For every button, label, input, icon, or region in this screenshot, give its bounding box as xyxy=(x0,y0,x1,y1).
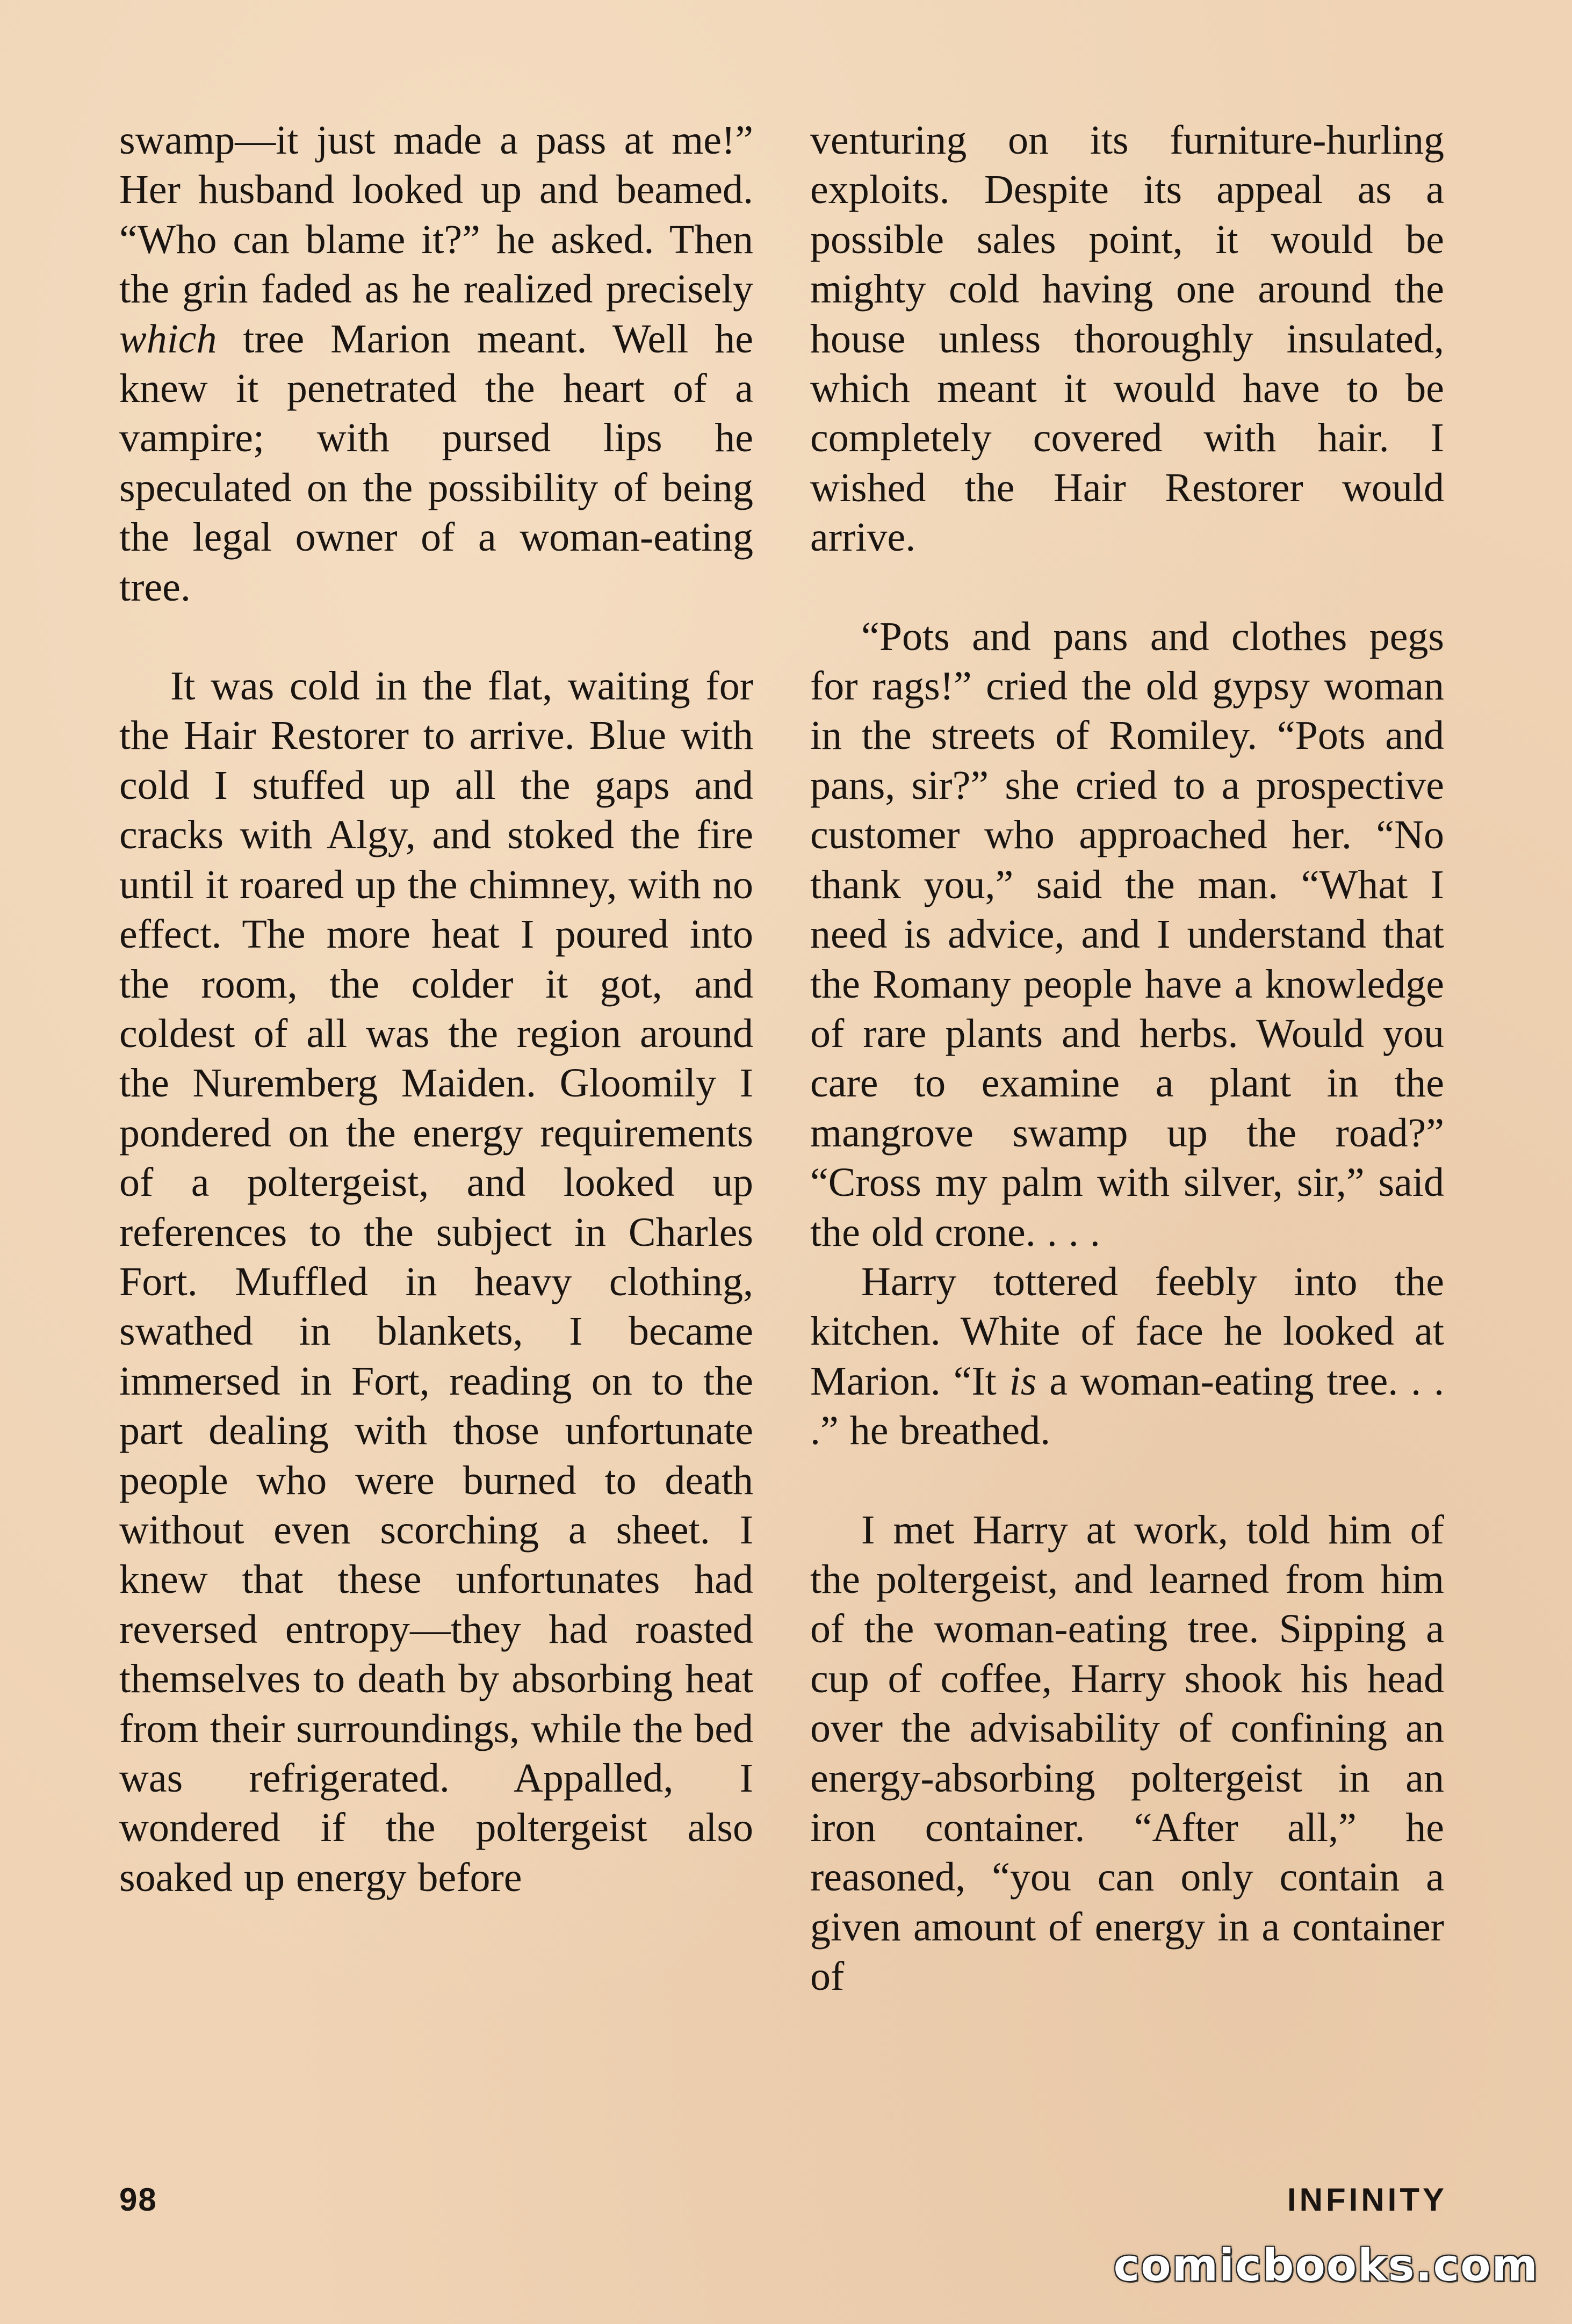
right-paragraph-3: Harry tottered feebly into the kitchen. White of face he looked at Marion. “It is a woman-eating tree. . . .” he breathed. xyxy=(810,1259,1445,1454)
left-text-column xyxy=(119,116,753,1902)
left-paragraph-2: It was cold in the flat, waiting for the Hair Restorer to arrive. Blue with cold I stuffed up all the gaps and cracks with Algy, and stoked the fire until it roared up the chimney, with no effect. The more heat I poured into the room, the colder it got, and coldest of all was the region around the Nuremberg Maiden. Gloomily I pondered on the energy requirements of a poltergeist, and looked up references to the subject in Charles Fort. Muffled in heavy clothing, swathed in blankets, I became immersed in Fort, reading on to the part dealing with those unfortunate people who were burned to death without even scorching a sheet. I knew that these unfortunates had reversed entropy—they had roasted themselves to death by absorbing heat from their surroundings, while the bed was refrigerated. Appalled, I wondered if the poltergeist also soaked up energy before xyxy=(119,663,753,1900)
magazine-title: INFINITY xyxy=(1287,2182,1447,2218)
right-paragraph-4: I met Harry at work, told him of the poltergeist, and learned from him of the woman-eating tree. Sipping a cup of coffee, Harry shook his head over the advisability of confining an energy-absorbing poltergeist in an iron container. “After all,” he reasoned, “you can only contain a given amount of energy in a container of xyxy=(810,1507,1444,2000)
site-watermark: comicbooks.com xyxy=(1113,2240,1539,2291)
left-paragraph-1: swamp—it just made a pass at me!” Her husband looked up and beamed. “Who can blame it?” he asked. Then the grin faded as he realized precisely which tree Marion meant. Well he knew it penetrated the heart of a vampire; with pursed lips he speculated on the possibility of being the legal owner of a woman-eating tree. xyxy=(119,118,753,610)
right-paragraph-1: venturing on its furniture-hurling exploits. Despite its appeal as a possible sales point, it would be mighty cold having one around the house unless thoroughly insulated, which meant it would have to be completely covered with hair. I wished the Hair Restorer would arrive. xyxy=(810,118,1444,560)
page-number: 98 xyxy=(119,2182,157,2218)
right-paragraph-2: “Pots and pans and clothes pegs for rags!” cried the old gypsy woman in the streets of Romiley. “Pots and pans, sir?” she cried to a prospective customer who approached her. “No thank you,” said the man. “What I need is advice, and I understand that the Romany people have a knowledge of rare plants and herbs. Would you care to examine a plant in the mangrove swamp up the road?” “Cross my palm with silver, sir,” said the old crone. . . . xyxy=(810,614,1444,1255)
right-text-column xyxy=(810,116,1444,2002)
